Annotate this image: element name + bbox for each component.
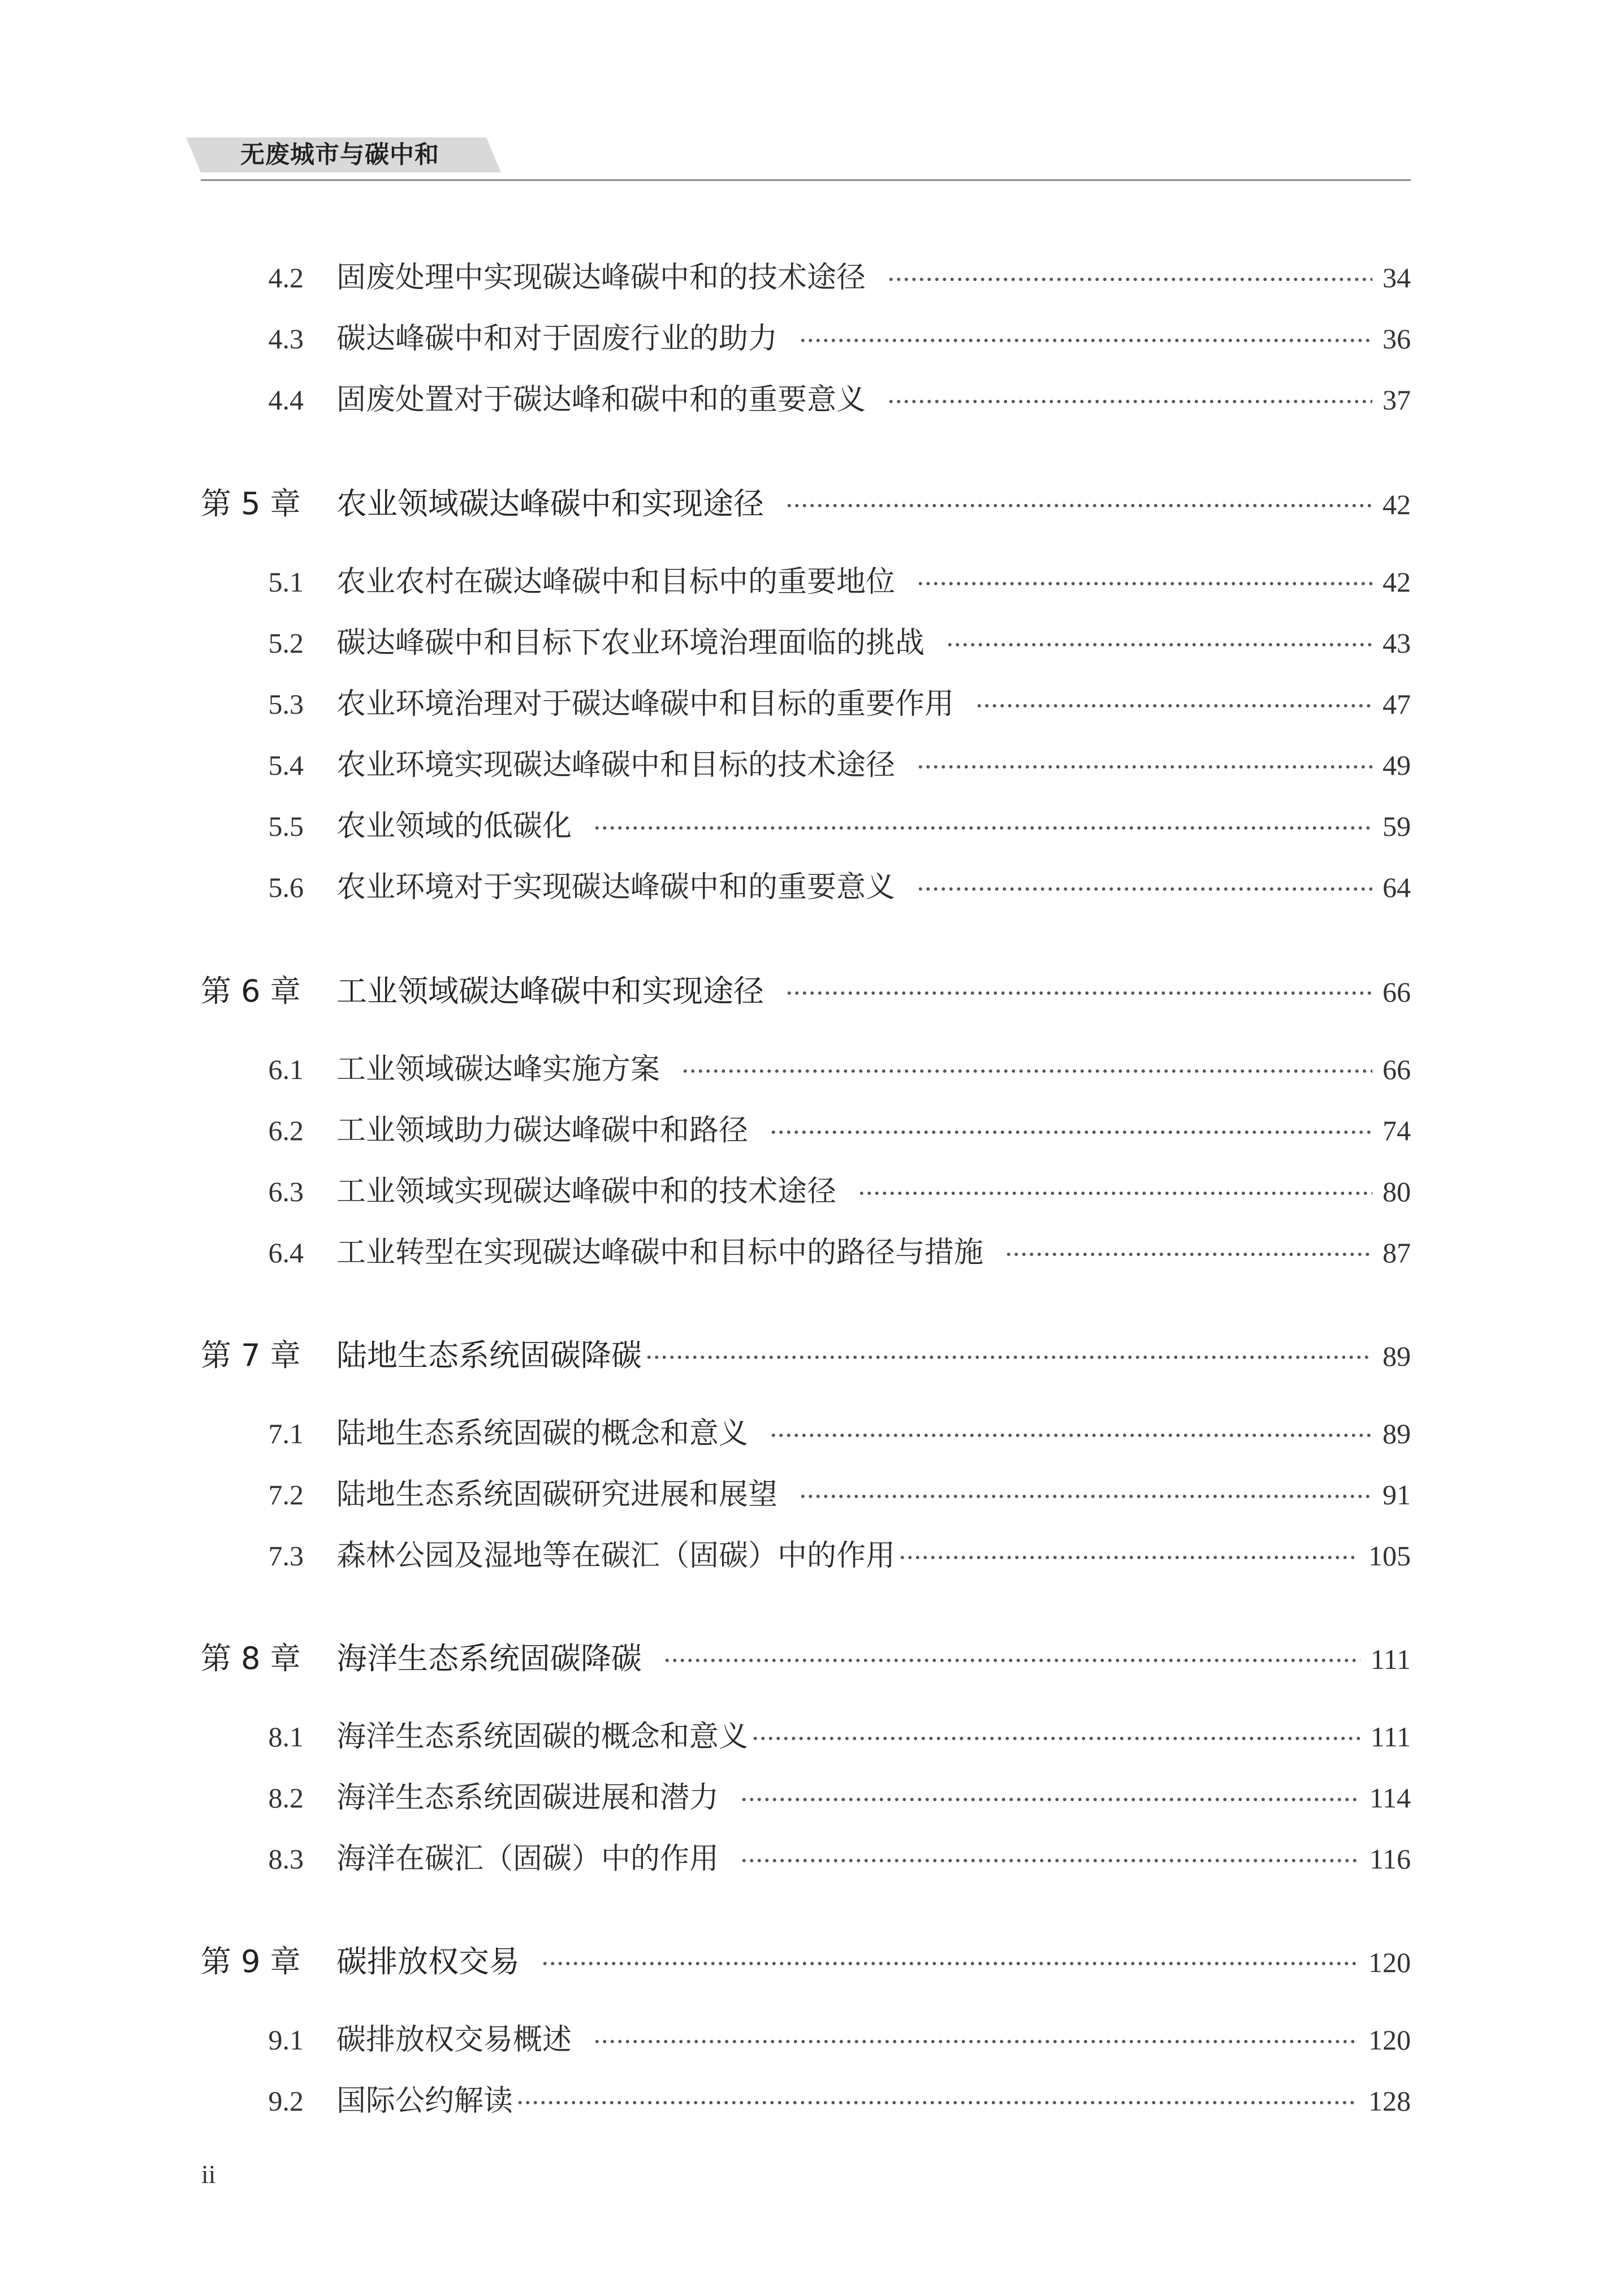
toc-section-title: 森林公园及湿地等在碳汇（固碳）中的作用	[336, 1539, 896, 1573]
toc-page-number: 116	[1369, 1843, 1411, 1875]
toc-section-number: 5.2	[268, 627, 304, 659]
toc-section-row[interactable]	[201, 1106, 1411, 1151]
toc-section-title: 碳排放权交易概述	[336, 2023, 572, 2057]
toc-dot-leader	[593, 2039, 1358, 2044]
toc-page-number: 114	[1369, 1782, 1411, 1814]
toc-section-number: 6.3	[268, 1176, 304, 1207]
toc-dot-leader	[770, 1432, 1372, 1438]
toc-dot-leader	[516, 2100, 1358, 2105]
toc-chapter-title: 陆地生态系统固碳降碳	[336, 1337, 642, 1373]
toc-section-number: 4.2	[268, 262, 304, 294]
toc-chapter-number: 第 8 章	[201, 1641, 301, 1676]
toc-page-number: 42	[1383, 566, 1411, 598]
toc-section-number: 5.6	[268, 871, 304, 903]
toc-dot-leader	[1005, 1252, 1372, 1257]
toc-dot-leader	[899, 1555, 1358, 1560]
toc-section-row[interactable]	[201, 2016, 1411, 2061]
toc-section-title: 海洋在碳汇（固碳）中的作用	[336, 1842, 719, 1876]
toc-section-row[interactable]	[201, 314, 1411, 360]
toc-section-title: 国际公约解读	[336, 2084, 513, 2118]
toc-page-number: 91	[1383, 1479, 1411, 1511]
toc-dot-leader	[917, 886, 1372, 892]
toc-page-number: 120	[1368, 2024, 1411, 2056]
toc-dot-leader	[740, 1797, 1359, 1802]
toc-section-title: 工业领域碳达峰实施方案	[336, 1052, 660, 1086]
toc-section-number: 7.3	[268, 1540, 304, 1572]
toc-page-number: 74	[1383, 1115, 1411, 1146]
toc-section-row[interactable]	[201, 1531, 1411, 1577]
toc-section-number: 5.3	[268, 688, 304, 720]
toc-page-number: 36	[1383, 323, 1411, 355]
toc-dot-leader	[785, 990, 1372, 996]
toc-dot-leader	[946, 642, 1372, 648]
toc-section-row[interactable]	[201, 1712, 1411, 1758]
toc-chapter-number: 第 7 章	[201, 1337, 301, 1373]
toc-section-row[interactable]	[201, 1470, 1411, 1516]
toc-dot-leader	[799, 338, 1372, 343]
toc-section-row[interactable]	[201, 802, 1411, 847]
toc-chapter-row[interactable]	[201, 967, 1411, 1012]
toc-section-number: 9.1	[268, 2024, 304, 2056]
toc-dot-leader	[541, 1961, 1358, 1966]
toc-page-number: 47	[1383, 688, 1411, 720]
toc-section-row[interactable]	[201, 376, 1411, 421]
toc-section-number: 5.5	[268, 810, 304, 842]
toc-page-number: 120	[1368, 1947, 1411, 1978]
toc-section-title: 工业领域助力碳达峰碳中和路径	[336, 1114, 749, 1147]
toc-page-number: 111	[1370, 1643, 1411, 1675]
folio-page-number: ii	[201, 2160, 216, 2189]
running-header-title: 无废城市与碳中和	[240, 141, 439, 169]
toc-page-number: 111	[1370, 1721, 1411, 1753]
toc-page-number: 66	[1383, 1054, 1411, 1085]
toc-section-title: 工业领域实现碳达峰碳中和的技术途径	[336, 1175, 837, 1209]
toc-chapter-row[interactable]	[201, 1331, 1411, 1377]
toc-section-title: 农业环境治理对于碳达峰碳中和目标的重要作用	[336, 687, 954, 721]
toc-chapter-row[interactable]	[201, 1938, 1411, 1983]
toc-section-title: 碳达峰碳中和目标下农业环境治理面临的挑战	[336, 626, 925, 660]
toc-dot-leader	[663, 1658, 1360, 1663]
toc-section-title: 农业农村在碳达峰碳中和目标中的重要地位	[336, 565, 896, 599]
toc-page-number: 34	[1383, 262, 1411, 294]
toc-dot-leader	[681, 1068, 1372, 1074]
toc-section-title: 固废处理中实现碳达峰碳中和的技术途径	[336, 261, 866, 295]
toc-dot-leader	[975, 703, 1372, 709]
toc-section-number: 5.4	[268, 749, 304, 781]
toc-page-number: 80	[1383, 1176, 1411, 1207]
toc-section-row[interactable]	[201, 1835, 1411, 1880]
toc-section-row[interactable]	[201, 1774, 1411, 1819]
toc-chapter-title: 海洋生态系统固碳降碳	[336, 1641, 642, 1676]
toc-section-title: 陆地生态系统固碳研究进展和展望	[336, 1478, 778, 1512]
header-rule	[201, 179, 1411, 181]
header-bar-right-cap	[486, 137, 501, 172]
toc-section-row[interactable]	[201, 2077, 1411, 2122]
toc-page-number: 87	[1383, 1237, 1411, 1268]
toc-section-title: 工业转型在实现碳达峰碳中和目标中的路径与措施	[336, 1236, 984, 1270]
toc-chapter-title: 工业领域碳达峰碳中和实现途径	[336, 973, 764, 1009]
toc-section-title: 农业环境对于实现碳达峰碳中和的重要意义	[336, 870, 896, 904]
toc-chapter-row[interactable]	[201, 480, 1411, 525]
toc-dot-leader	[751, 1736, 1360, 1741]
toc-chapter-row[interactable]	[201, 1634, 1411, 1680]
toc-dot-leader	[858, 1190, 1372, 1196]
toc-section-number: 8.1	[268, 1721, 304, 1753]
toc-chapter-number: 第 9 章	[201, 1944, 301, 1979]
toc-dot-leader	[917, 581, 1372, 586]
toc-dot-leader	[645, 1354, 1372, 1360]
toc-section-number: 4.3	[268, 323, 304, 355]
toc-page-number: 89	[1383, 1340, 1411, 1372]
running-header-bar	[201, 137, 486, 172]
toc-section-row[interactable]	[201, 1409, 1411, 1455]
toc-page-number: 42	[1383, 489, 1411, 520]
toc-page-number: 128	[1368, 2085, 1411, 2117]
toc-page-number: 59	[1383, 810, 1411, 842]
toc-section-number: 6.1	[268, 1054, 304, 1085]
toc-section-row[interactable]	[201, 558, 1411, 603]
toc-dot-leader	[799, 1494, 1372, 1499]
toc-section-row[interactable]	[201, 863, 1411, 908]
toc-section-title: 固废处置对于碳达峰和碳中和的重要意义	[336, 383, 866, 417]
toc-chapter-number: 第 5 章	[201, 486, 301, 521]
toc-section-number: 7.1	[268, 1418, 304, 1449]
toc-page-number: 66	[1383, 976, 1411, 1008]
toc-dot-leader	[740, 1858, 1359, 1863]
toc-page-number: 49	[1383, 749, 1411, 781]
toc-page-number: 89	[1383, 1418, 1411, 1449]
toc-section-number: 8.2	[268, 1782, 304, 1814]
toc-section-row[interactable]	[201, 253, 1411, 299]
toc-section-number: 4.4	[268, 384, 304, 416]
toc-section-title: 农业领域的低碳化	[336, 809, 572, 843]
toc-section-row[interactable]	[201, 741, 1411, 786]
toc-page-number: 43	[1383, 627, 1411, 659]
toc-page-number: 37	[1383, 384, 1411, 416]
toc-section-row[interactable]	[201, 1045, 1411, 1090]
toc-section-number: 9.2	[268, 2085, 304, 2117]
toc-section-title: 农业环境实现碳达峰碳中和目标的技术途径	[336, 748, 896, 782]
toc-section-number: 6.2	[268, 1115, 304, 1146]
toc-section-row[interactable]	[201, 680, 1411, 725]
toc-section-title: 海洋生态系统固碳进展和潜力	[336, 1781, 719, 1815]
toc-section-number: 7.2	[268, 1479, 304, 1511]
toc-page-number: 105	[1368, 1540, 1411, 1572]
toc-chapter-number: 第 6 章	[201, 973, 301, 1009]
toc-page-number: 64	[1383, 871, 1411, 903]
toc-section-row[interactable]	[201, 619, 1411, 664]
toc-dot-leader	[593, 825, 1372, 831]
toc-section-number: 5.1	[268, 566, 304, 598]
toc-dot-leader	[917, 764, 1372, 770]
toc-dot-leader	[887, 399, 1372, 404]
toc-section-title: 碳达峰碳中和对于固废行业的助力	[336, 322, 778, 356]
toc-section-number: 8.3	[268, 1843, 304, 1875]
toc-section-title: 海洋生态系统固碳的概念和意义	[336, 1720, 749, 1754]
toc-dot-leader	[770, 1129, 1372, 1135]
toc-section-number: 6.4	[268, 1237, 304, 1268]
toc-dot-leader	[785, 503, 1372, 508]
header-bar-left-cap	[186, 137, 201, 172]
toc-section-row[interactable]	[201, 1228, 1411, 1274]
toc-chapter-title: 碳排放权交易	[336, 1944, 520, 1979]
toc-section-title: 陆地生态系统固碳的概念和意义	[336, 1417, 749, 1451]
toc-chapter-title: 农业领域碳达峰碳中和实现途径	[336, 486, 764, 521]
toc-section-row[interactable]	[201, 1167, 1411, 1212]
toc-dot-leader	[887, 277, 1372, 282]
